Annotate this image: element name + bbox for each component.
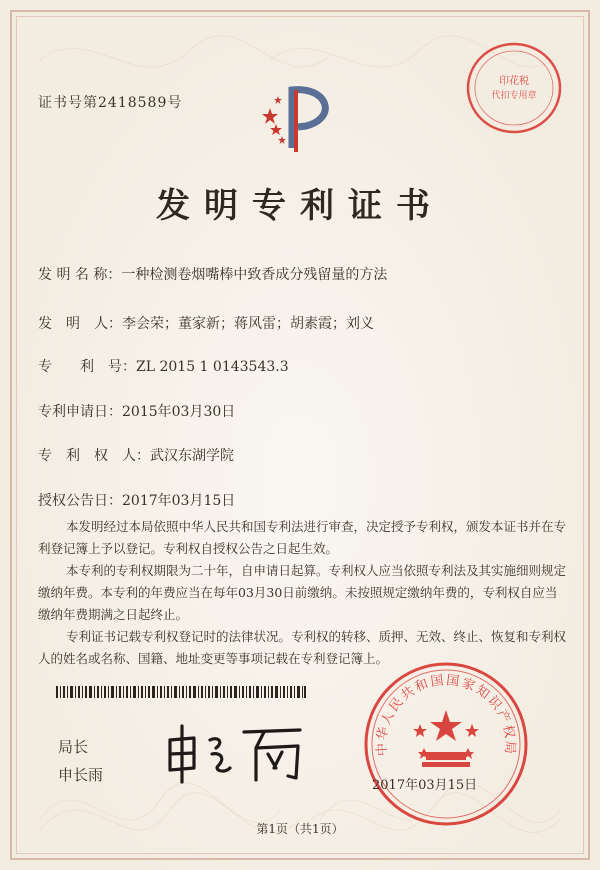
svg-text:中华人民共和国国家知识产权局: 中华人民共和国国家知识产权局 — [374, 673, 518, 757]
svg-text:印花税: 印花税 — [499, 76, 529, 87]
field-label: 授权公告日： — [38, 493, 122, 509]
body-paragraph: 本专利的专利权期限为二十年，自申请日起算。专利权人应当依照专利法及其实施细则规定缴纳年费。本专利的年费应当在每年03月30日前缴纳。未按照规定缴纳年费的，专利权自应当缴纳年费期满之日起终止。 — [38, 563, 567, 622]
field-value: 武汉东湖学院 — [150, 448, 234, 464]
field-patent-number — [38, 356, 289, 376]
field-invention-name — [38, 264, 387, 284]
director-signature — [160, 718, 310, 788]
field-label: 专 利 号： — [38, 359, 136, 375]
field-value: 2017年03月15日 — [122, 493, 236, 509]
page-number: 第1页（共1页） — [256, 822, 344, 836]
director-title: 局长 — [58, 738, 89, 756]
patent-office-logo-icon — [262, 78, 338, 158]
field-value: 李会荣；董家新；蒋风雷；胡素霞；刘义 — [122, 316, 374, 332]
field-value: 一种检测卷烟嘴棒中致香成分残留量的方法 — [121, 267, 388, 283]
field-label: 发 明 人： — [38, 316, 122, 332]
field-inventors — [38, 313, 374, 333]
field-label: 专利申请日： — [38, 404, 122, 420]
field-value: 2015年03月30日 — [122, 404, 236, 420]
seal-date: 2017年03月15日 — [372, 778, 478, 793]
field-patentee — [38, 445, 234, 465]
certificate-title: 发明专利证书 — [156, 186, 444, 226]
field-label: 发 明 名 称： — [38, 267, 122, 283]
svg-text:代扣专用章: 代扣专用章 — [491, 91, 537, 101]
field-application-date — [38, 401, 235, 421]
certificate-body — [38, 516, 568, 670]
agency-stamp — [462, 36, 566, 140]
barcode — [56, 686, 306, 698]
certificate-number: 证书号第2418589号 — [38, 95, 183, 111]
state-ip-office-seal — [362, 660, 530, 828]
body-paragraph: 本发明经过本局依照中华人民共和国专利法进行审查，决定授予专利权，颁发本证书并在专利登记簿上予以登记。专利权自授权公告之日起生效。 — [38, 519, 567, 556]
body-paragraph: 专利证书记载专利权登记时的法律状况。专利权的转移、质押、无效、终止、恢复和专利权人的姓名或名称、国籍、地址变更等事项记载在专利登记簿上。 — [38, 629, 567, 666]
field-label: 专 利 权 人： — [38, 448, 150, 464]
field-value: ZL 2015 1 0143543.3 — [136, 359, 289, 375]
director-name: 申长雨 — [58, 766, 104, 784]
field-grant-date — [38, 490, 235, 510]
